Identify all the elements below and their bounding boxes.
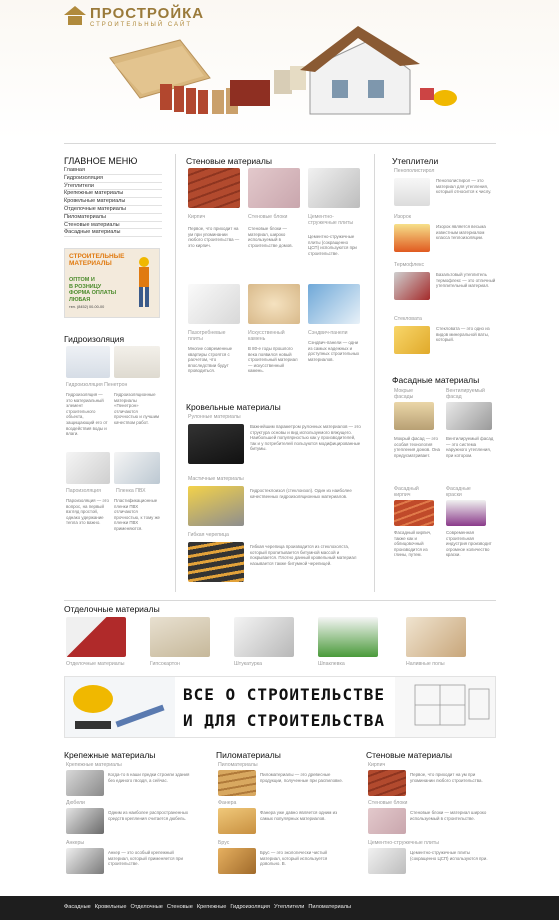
wall-block-thumb[interactable]	[248, 168, 300, 208]
pvc-film-caption[interactable]: Пленка ПВХ	[116, 488, 146, 494]
sandwich-panel-caption[interactable]: Сэндвич-панели	[308, 330, 348, 336]
waterproofing-thumb[interactable]	[114, 346, 160, 378]
brick-bottom-desc: Первое, что приходит на ум при упоминании любого строительства.	[410, 772, 483, 783]
anchors-thumb[interactable]	[66, 848, 104, 874]
banner-line-1: ВСЕ О СТРОИТЕЛЬСТВЕ	[183, 685, 386, 704]
facade-brick-desc: Фасадный кирпич, также как и облицовочный производится из глины, путем.	[394, 530, 432, 558]
wall-block-bottom-thumb[interactable]	[368, 808, 406, 834]
plaster-caption[interactable]: Штукатурка	[234, 661, 263, 667]
timber-thumb[interactable]	[218, 848, 256, 874]
footer	[0, 896, 559, 920]
ventilated-facade-desc: Вентилируемый фасад — это система наружного утепления, при котором.	[446, 436, 494, 458]
flexible-tile-desc: Гибкая черепица производится из стеклохолста, который пропитывается битумной массой и покрывается. Плотно данный кровельный материал называется также битумной черепицей.	[250, 544, 357, 566]
drywall-caption[interactable]: Гипсокартон	[150, 661, 180, 667]
footer-link-roofing[interactable]: Кровельные	[94, 904, 127, 910]
facade-brick-thumb[interactable]	[394, 500, 434, 526]
flexible-tile-caption[interactable]: Гибкая черепица	[188, 532, 229, 538]
timber-desc: Брус — это экологически чистый материал, который используется довольно. В.	[260, 850, 328, 867]
dowels-desc: Одним из наиболее распространенных средств крепления считается дюбель.	[108, 810, 189, 821]
roll-materials-thumb[interactable]	[188, 424, 244, 464]
cement-board-thumb[interactable]	[308, 168, 360, 208]
footer-nav	[64, 904, 351, 910]
logo-tagline: СТРОИТЕЛЬНЫЙ САЙТ	[90, 22, 192, 28]
polystyrene-caption[interactable]: Пенополистирол	[394, 168, 435, 174]
glass-wool-thumb[interactable]	[394, 326, 430, 354]
brick-bottom-thumb[interactable]	[368, 770, 406, 796]
flexible-tile-thumb[interactable]	[188, 542, 244, 582]
waterproofing-title[interactable]: Гидроизоляция	[64, 334, 125, 344]
putty-caption[interactable]: Шпаклевка	[318, 661, 345, 667]
column-divider	[175, 154, 176, 592]
brick-desc: Первое, что приходит на ум при упоминании любого строительства — это кирпич.	[188, 226, 240, 248]
column-divider	[374, 154, 375, 592]
promo-phone: тел. (8452) 00-00-00	[69, 305, 105, 309]
divider	[64, 600, 496, 601]
footer-link-waterproofing[interactable]: Гидроизоляция	[230, 904, 270, 910]
cement-board-bottom-caption[interactable]: Цементно-стружечные плиты	[368, 840, 439, 846]
lumber-thumb[interactable]	[218, 770, 256, 796]
finishing-thumb[interactable]	[66, 617, 126, 657]
facade-paint-caption[interactable]: Фасадные краски	[446, 486, 471, 498]
logo-name: ПРОСТРОЙКА	[90, 5, 205, 22]
cement-board-bottom-desc: Цементно-стружечные плиты (сокращенно ЦСП) используются при.	[410, 850, 488, 861]
tongue-groove-desc: Многие современные квартиры строятся с расчетом, что впоследствии будут проводиться.	[188, 346, 233, 374]
menu-item-waterproofing[interactable]: Гидроизоляция	[64, 175, 162, 183]
finishing-title[interactable]: Отделочные материалы	[64, 604, 160, 614]
drywall-thumb[interactable]	[150, 617, 210, 657]
artificial-stone-caption[interactable]: Искусственный камень	[248, 330, 285, 342]
wall-block-caption[interactable]: Стеновые блоки	[248, 214, 288, 220]
cement-board-desc: Цементно-стружечные плиты (сокращенно ЦСП) используются при строительстве.	[308, 234, 357, 256]
brick-bottom-caption[interactable]: Кирпич	[368, 762, 386, 768]
brick-caption[interactable]: Кирпич	[188, 214, 206, 220]
anchors-caption[interactable]: Анкеры	[66, 840, 85, 846]
walls-title[interactable]: Стеновые материалы	[186, 156, 272, 166]
polystyrene-thumb[interactable]	[394, 178, 430, 206]
construction-banner[interactable]	[64, 676, 496, 738]
footer-link-lumber[interactable]: Пиломатериалы	[308, 904, 352, 910]
penetron-thumb[interactable]	[66, 346, 110, 378]
waterproofing-desc: Гидроизоляционные материалы «Пенетрон» отличаются прочностью и лучшим качеством работ.	[114, 392, 160, 425]
vapor-barrier-caption[interactable]: Пароизоляция	[66, 488, 101, 494]
putty-thumb[interactable]	[318, 617, 378, 657]
tools-illustration	[65, 677, 175, 738]
cement-board-bottom-thumb[interactable]	[368, 848, 406, 874]
self-leveling-floor-caption[interactable]: Наливные полы	[406, 661, 445, 667]
hero-building-materials-illustration	[100, 18, 480, 130]
lumber-desc: Пиломатериалы — это древесные продукции, полученные при распиловке.	[260, 772, 343, 783]
main-menu-title: ГЛАВНОЕ МЕНЮ	[64, 156, 138, 166]
glass-wool-caption[interactable]: Стекловата	[394, 316, 422, 322]
wall-block-desc: Стеновые блоки — материал, широко используемый в строительстве домов.	[248, 226, 293, 248]
house-logo-icon	[64, 6, 86, 26]
finishing-caption[interactable]: Отделочные материалы	[66, 661, 125, 667]
promo-offer: ОПТОМ И В РОЗНИЦУ ФОРМА ОПЛАТЫ ЛЮБАЯ	[69, 277, 117, 303]
menu-item-walls[interactable]: Стеновые материалы	[64, 222, 162, 230]
tongue-groove-thumb[interactable]	[188, 284, 240, 324]
facade-brick-caption[interactable]: Фасадный кирпич	[394, 486, 419, 498]
plaster-thumb[interactable]	[234, 617, 294, 657]
ventilated-facade-thumb[interactable]	[446, 402, 492, 430]
wet-facade-thumb[interactable]	[394, 402, 434, 430]
footer-link-facade[interactable]: Фасадные	[64, 904, 91, 910]
vapor-barrier-thumb[interactable]	[66, 452, 110, 484]
facade-paint-desc: Современная строительная индустрия производит огромное количество краски.	[446, 530, 492, 558]
plywood-caption[interactable]: Фанера	[218, 800, 237, 806]
termoflex-thumb[interactable]	[394, 272, 430, 300]
footer-link-walls[interactable]: Стеновые	[166, 904, 193, 910]
tongue-groove-caption[interactable]: Пазогребневые плиты	[188, 330, 226, 342]
fasteners-thumb[interactable]	[66, 770, 104, 796]
walls-bottom-title[interactable]: Стеновые материалы	[366, 750, 452, 760]
footer-link-fasteners[interactable]: Крепежные	[196, 904, 227, 910]
brick-thumb[interactable]	[188, 168, 240, 208]
artificial-stone-thumb[interactable]	[248, 284, 300, 324]
roofing-title[interactable]: Кровельные материалы	[186, 402, 281, 412]
footer-link-insulation[interactable]: Утеплители	[273, 904, 305, 910]
wall-block-bottom-caption[interactable]: Стеновые блоки	[368, 800, 408, 806]
vapor-barrier-desc: Пароизоляция — это вопрос, на первый взгляд простой, однако удержание тепла это важно.	[66, 498, 109, 526]
facade-title[interactable]: Фасадные материалы	[392, 375, 480, 385]
anchors-desc: Анкер — это особый крепежный материал, который применяется при строительстве.	[108, 850, 183, 867]
ventilated-facade-caption[interactable]: Вентилируемый фасад	[446, 388, 485, 400]
worker-illustration	[133, 255, 155, 311]
menu-item-fasteners[interactable]: Крепежные материалы	[64, 190, 162, 198]
waterproofing-desc: Гидроизоляция — это материальный элемент строительного объекта, защищающий его от воздействия воды и влаги.	[66, 392, 108, 437]
lumber-title[interactable]: Пиломатериалы	[216, 750, 281, 760]
izorok-desc: Изорок является весьма известным материалом класса теплоизоляции.	[436, 224, 486, 241]
promo-banner[interactable]	[64, 248, 160, 318]
footer-link-finishing[interactable]: Отделочные	[130, 904, 163, 910]
dowels-thumb[interactable]	[66, 808, 104, 834]
menu-item-roofing[interactable]: Кровельные материалы	[64, 198, 162, 206]
sandwich-panel-desc: Сэндвич-панели — одни из самых надежных и доступных строительных материалов.	[308, 340, 360, 362]
plywood-desc: Фанера уже давно является одним из самых популярных материалов.	[260, 810, 338, 821]
pvc-film-desc: Пластификационные пленки ПВХ отличаются прочностью, к тому же пленки ПВХ применяются.	[114, 498, 160, 531]
termoflex-desc: Базальтовый утеплитель термофлекс — это отличный утеплительный материал.	[436, 272, 496, 289]
izorok-thumb[interactable]	[394, 224, 430, 252]
mastic-materials-desc: Гидростеклоизол (стеклоизол). Один из наиболее качественных гидроизоляционных материалов.	[250, 488, 352, 499]
promo-headline: СТРОИТЕЛЬНЫЕ МАТЕРИАЛЫ	[69, 253, 125, 267]
facade-paint-thumb[interactable]	[446, 500, 486, 526]
wall-block-bottom-desc: Стеновые блоки — материал широко используемый в строительстве.	[410, 810, 487, 821]
blueprint-illustration	[395, 677, 495, 738]
plywood-thumb[interactable]	[218, 808, 256, 834]
izorok-caption[interactable]: Изорок	[394, 214, 411, 220]
polystyrene-desc: Пенополистирол — это материал для утепления, который относится к числу.	[436, 178, 492, 195]
header	[0, 0, 559, 140]
pvc-film-thumb[interactable]	[114, 452, 160, 484]
fasteners-title[interactable]: Крепежные материалы	[64, 750, 156, 760]
menu-item-insulation[interactable]: Утеплители	[64, 183, 162, 191]
roll-materials-desc: Важнейшим параметром рулонных материалов — это структура основы и вид используемого вяжущего. Наибольшей популярностью как у производителей, так и у потребителей пользуются модифицированные битумы.	[250, 424, 361, 452]
menu-item-facade[interactable]: Фасадные материалы	[64, 229, 162, 237]
menu-item-home[interactable]: Главная	[64, 167, 162, 175]
glass-wool-desc: Стекловата — это одно из видов минеральной ваты, который.	[436, 326, 490, 343]
fasteners-desc: Когда-то в наши предки строили здания без единого гвоздя, а сейчас.	[108, 772, 190, 783]
insulation-title[interactable]: Утеплители	[392, 156, 439, 166]
fasteners-caption[interactable]: Крепежные материалы	[66, 762, 122, 768]
sandwich-panel-thumb[interactable]	[308, 284, 360, 324]
termoflex-caption[interactable]: Термофлекс	[394, 262, 425, 268]
dowels-caption[interactable]: Дюбели	[66, 800, 85, 806]
wet-facade-caption[interactable]: Мокрые фасады	[394, 388, 414, 400]
main-menu	[64, 167, 162, 237]
cement-board-caption[interactable]: Цементно-стружечные плиты	[308, 214, 354, 226]
menu-item-finishing[interactable]: Отделочные материалы	[64, 206, 162, 214]
roll-materials-caption[interactable]: Рулонные материалы	[188, 414, 241, 420]
timber-caption[interactable]: Брус	[218, 840, 230, 846]
waterproofing-caption[interactable]: Гидроизоляция Пенетрон	[66, 382, 128, 388]
mastic-materials-caption[interactable]: Мастичные материалы	[188, 476, 244, 482]
banner-line-2: И ДЛЯ СТРОИТЕЛЬСТВА	[183, 711, 386, 730]
menu-item-lumber[interactable]: Пиломатериалы	[64, 214, 162, 222]
wet-facade-desc: Мокрый фасад — это особая технология утепления домов. Она предусматривает.	[394, 436, 440, 458]
artificial-stone-desc: В 80-е годы прошлого века появился новый строительный материал — искусственный камень.	[248, 346, 298, 374]
mastic-materials-thumb[interactable]	[188, 486, 244, 526]
divider	[64, 143, 496, 144]
lumber-caption[interactable]: Пиломатериалы	[218, 762, 258, 768]
self-leveling-floor-thumb[interactable]	[406, 617, 466, 657]
